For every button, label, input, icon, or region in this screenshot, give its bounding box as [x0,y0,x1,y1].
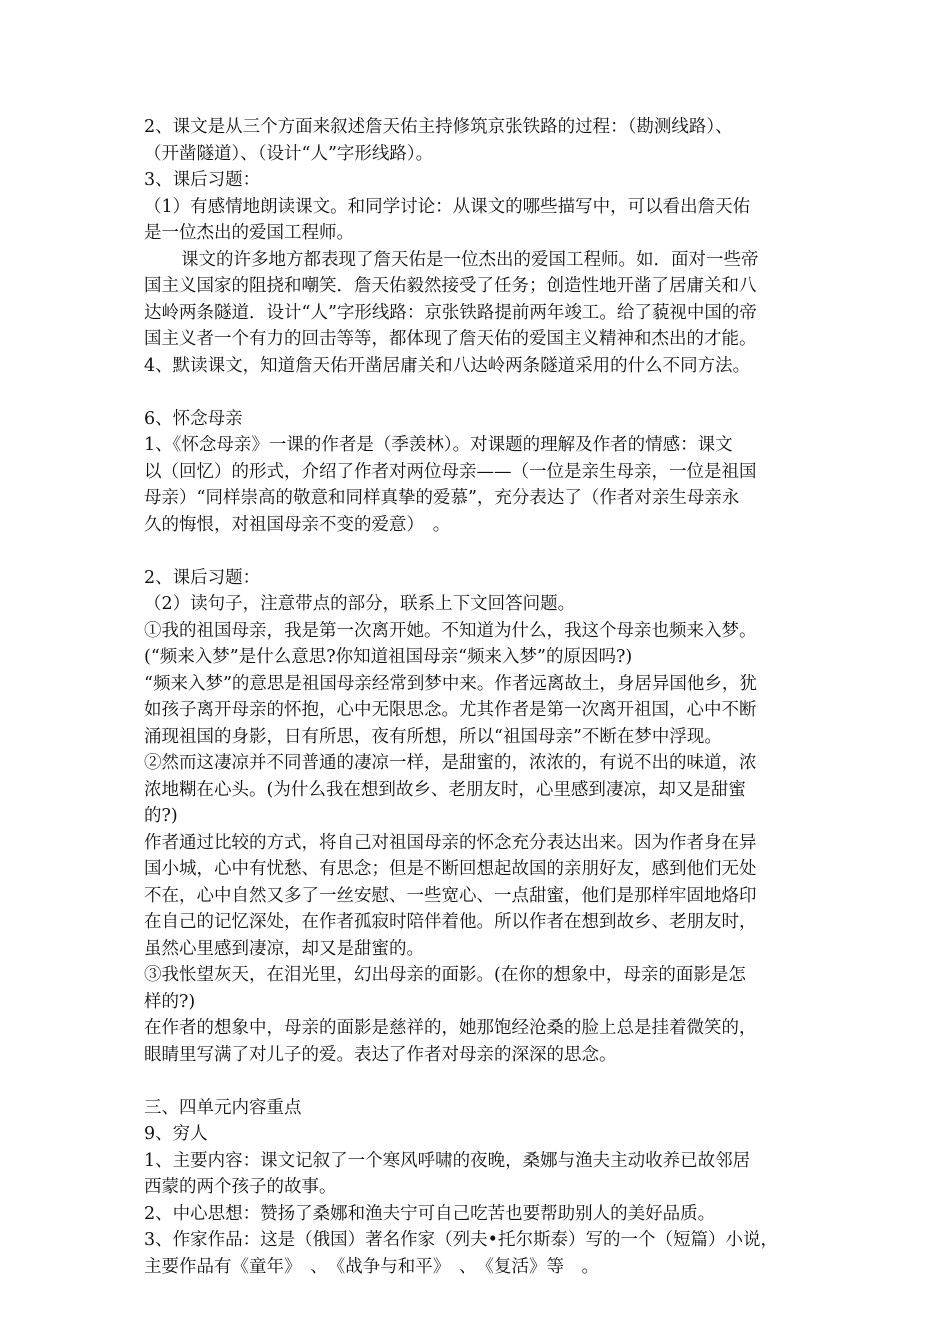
blank-line [144,379,812,406]
section-zhan-tianyou [144,114,812,379]
paragraph-line: “频来入梦”的意思是祖国母亲经常到梦中来。作者远离故土，身居异国他乡，犹 [144,673,757,694]
paragraph-line: 浓地糊在心头。(为什么我在想到故乡、老朋友时，心里感到凄凉，却又是甜蜜 [144,779,746,800]
paragraph-line: 作者通过比较的方式，将自己对祖国母亲的怀念充分表达出来。因为作者身在异 [144,832,757,853]
paragraph-line: （开凿隧道）、（设计“人”字形线路）。 [144,143,434,164]
paragraph-line: ③我怅望灰天，在泪光里，幻出母亲的面影。(在你的想象中，母亲的面影是怎 [144,965,746,985]
paragraph-line: 主要作品有《童年》 、 《战争与和平》 、 《复活》等 。 [144,1256,599,1277]
paragraph-line: 久的悔恨，对祖国母亲不变的爱意） 。 [144,514,451,535]
paragraph-line: （2）读句子，注意带点的部分，联系上下文回答问题。 [144,594,576,614]
paragraph-line: 以（回忆）的形式，介绍了作者对两位母亲——（一位是亲生母亲，一位是祖国 [144,461,757,482]
paragraph-line: 国小城，心中有忧愁、有思念；但是不断回想起故国的亲朋好友，感到他们无处 [144,859,757,879]
paragraph-line: 课文的许多地方都表现了詹天佑是一位杰出的爱国工程师。如．面对一些帝 [181,249,759,270]
section-unit-three-four [144,1095,812,1281]
blank-line [144,538,812,565]
paragraph-line: 涌现祖国的身影，日有所思，夜有所想，所以“祖国母亲”不断在梦中浮现。 [144,726,722,747]
lesson-heading: 6、怀念母亲 [144,408,243,429]
paragraph-line: 西蒙的两个孩子的故事。 [144,1177,337,1197]
paragraph-line: 样的?) [144,991,196,1012]
paragraph-line: 1、主要内容：课文记叙了一个寒风呼啸的夜晚，桑娜与渔夫主动收养已故邻居 [144,1150,751,1171]
paragraph-line: 在作者的想象中，母亲的面影是慈祥的，她那饱经沧桑的脸上总是挂着微笑的， [144,1018,757,1038]
paragraph-line: 2、课文是从三个方面来叙述詹天佑主持修筑京张铁路的过程：（勘测线路）、 [144,117,733,137]
lesson-heading: 9、穷人 [144,1124,208,1144]
paragraph-line: ②然而这凄凉并不同普通的凄凉一样，是甜蜜的，浓浓的，有说不出的味道，浓 [144,753,757,773]
paragraph-line: （1）有感情地朗读课文。和同学讨论：从课文的哪些描写中，可以看出詹天佑 [144,196,751,217]
section-exercises [144,565,812,1069]
paragraph-line: 的?) [144,806,178,826]
paragraph-line: 国主义者一个有力的回击等等，都体现了詹天佑的爱国主义精神和杰出的才能。 [144,329,757,349]
paragraph-line: 在自己的记忆深处，在作者孤寂时陪伴着他。所以作者在想到故乡、老朋友时， [144,912,757,932]
document-page [144,114,812,1280]
paragraph-line: 不在，心中自然又多了一丝安慰、一些宽心、一点甜蜜，他们是那样牢固地烙印 [144,885,757,906]
paragraph-line: 如孩子离开母亲的怀抱，心中无限思念。尤其作者是第一次离开祖国，心中不断 [144,700,757,720]
unit-heading: 三、四单元内容重点 [144,1097,302,1118]
paragraph-line: 国主义国家的阻挠和嘲笑．詹天佑毅然接受了任务；创造性地开凿了居庸关和八 [144,276,757,296]
paragraph-line: ①我的祖国母亲，我是第一次离开她。不知道为什么，我这个母亲也频来入梦。 [144,620,757,641]
paragraph-line: 是一位杰出的爱国工程师。 [144,223,354,243]
paragraph-line: 1、《怀念母亲》一课的作者是（季羡林）。对课题的理解及作者的情感：课文 [144,435,733,455]
section-huainian-muqin [144,406,812,539]
paragraph-line: 眼睛里写满了对儿子的爱。表达了作者对母亲的深深的思念。 [144,1044,617,1065]
paragraph-line: 达岭两条隧道．设计“人”字形线路：京张铁路提前两年竣工。给了藐视中国的帝 [144,302,757,323]
paragraph-line: 4、默读课文，知道詹天佑开凿居庸关和八达岭两条隧道采用的什么不同方法。 [144,355,751,376]
paragraph-line: 母亲）“同样崇高的敬意和同样真挚的爱慕”，充分表达了（作者对亲生母亲永 [144,488,740,508]
paragraph-line: 2、课后习题： [144,567,261,588]
paragraph-line: (“频来入梦”是什么意思?你知道祖国母亲“频来入梦”的原因吗?) [144,647,633,667]
paragraph-line: 3、课后习题： [144,170,261,190]
paragraph-line: 虽然心里感到凄凉，却又是甜蜜的。 [144,938,424,959]
blank-line [144,1068,812,1095]
paragraph-line: 3、作家作品：这是（俄国）著名作家（列夫•托尔斯泰）写的一个（短篇）小说， [144,1230,778,1250]
paragraph-line: 2、中心思想：赞扬了桑娜和渔夫宁可自己吃苦也要帮助别人的美好品质。 [144,1203,716,1224]
